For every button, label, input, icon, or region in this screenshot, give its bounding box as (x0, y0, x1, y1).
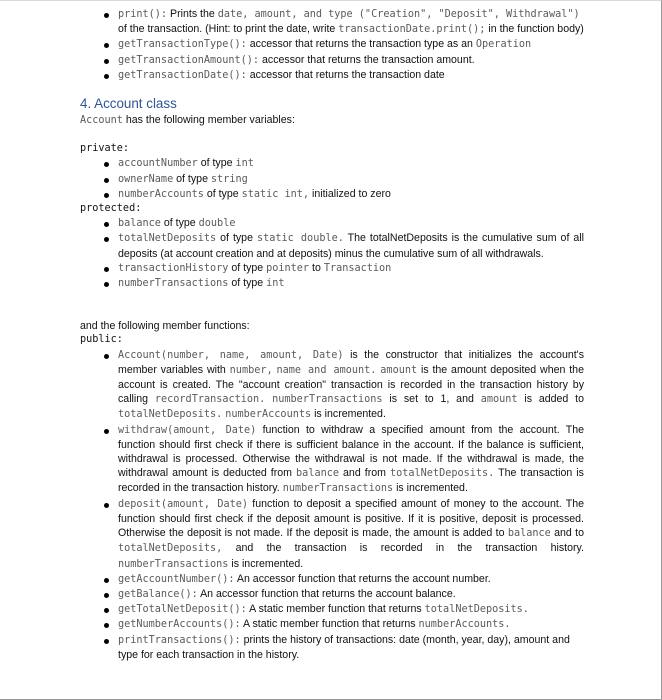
list-item: transactionHistory of type pointer to Transaction (80, 261, 584, 276)
list-item: getTransactionType(): accessor that returns the transaction type as an Operation (80, 37, 584, 52)
list-item: getAccountNumber(): An accessor function that returns the account number. (80, 572, 584, 587)
list-item: ownerName of type string (80, 172, 584, 187)
list-item: getBalance(): An accessor function that returns the account balance. (80, 587, 584, 602)
private-label: private: (80, 143, 130, 155)
list-item: getNumberAccounts(): A static member function that returns numberAccounts. (80, 617, 584, 632)
list-item: withdraw(amount, Date) function to withdraw a specified amount from the account. The function should first check if there is sufficient balance in the account. If the balance is sufficient, withdrawal is processed. Otherwise the withdrawal is not made. If the withdrawal is made, the withdrawal amount is deducted from balance and from totalNetDeposits. The transaction is recorded in the transaction history. numberTransactions is incremented. (80, 423, 584, 497)
list-item: accountNumber of type int (80, 156, 584, 171)
public-label: public: (80, 334, 123, 346)
section-intro: Account has the following member variables: (80, 114, 295, 127)
code-print: print(): (118, 9, 168, 20)
protected-label: protected: (80, 203, 142, 215)
functions-intro: and the following member functions: (80, 320, 250, 333)
list-item: Account(number, name, amount, Date) is the constructor that initializes the account's member variables with number, name and amount. amount is the amount deposited when the account is created. The "account creation" transaction is recorded in the transaction history by calling recordTransaction. numberTransactions is set to 1, and amount is added to totalNetDeposits. numberAccounts is incremented. (80, 348, 584, 423)
public-function-list (80, 348, 584, 662)
private-member-list (80, 156, 584, 202)
transaction-method-list (80, 7, 584, 83)
list-item: numberTransactions of type int (80, 276, 584, 291)
list-item: balance of type double (80, 216, 584, 231)
list-item: totalNetDeposits of type static double. The totalNetDeposits is the cumulative sum of all deposits (at account creation and at deposits) minus the cumulative sum of all withdrawals. (80, 231, 584, 260)
list-item: getTransactionAmount(): accessor that returns the transaction amount. (80, 53, 584, 68)
list-item: print(): Prints the date, amount, and type ("Creation", "Deposit", Withdrawal") of the transaction. (Hint: to print the date, write transactionDate.print(); in the function body) (80, 7, 584, 37)
list-item: getTransactionDate(): accessor that returns the transaction date (80, 68, 584, 83)
list-item: getTotalNetDeposit(): A static member function that returns totalNetDeposits. (80, 602, 584, 617)
document-content (80, 7, 584, 662)
section-heading: 4. Account class (80, 96, 177, 112)
list-item: deposit(amount, Date) function to deposit a specified amount of money to the account. The function should first check if the deposit amount is positive. If it is positive, deposit is processed. Otherwise the deposit is not made. If the deposit is made, the amount is added to balance and to totalNetDeposits, and the transaction is recorded in the transaction history. numberTransactions is incremented. (80, 497, 584, 572)
list-item: numberAccounts of type static int, initialized to zero (80, 187, 584, 202)
protected-member-list (80, 216, 584, 291)
list-item: printTransactions(): prints the history of transactions: date (month, year, day), amount and type for each transaction in the history. (80, 633, 584, 662)
